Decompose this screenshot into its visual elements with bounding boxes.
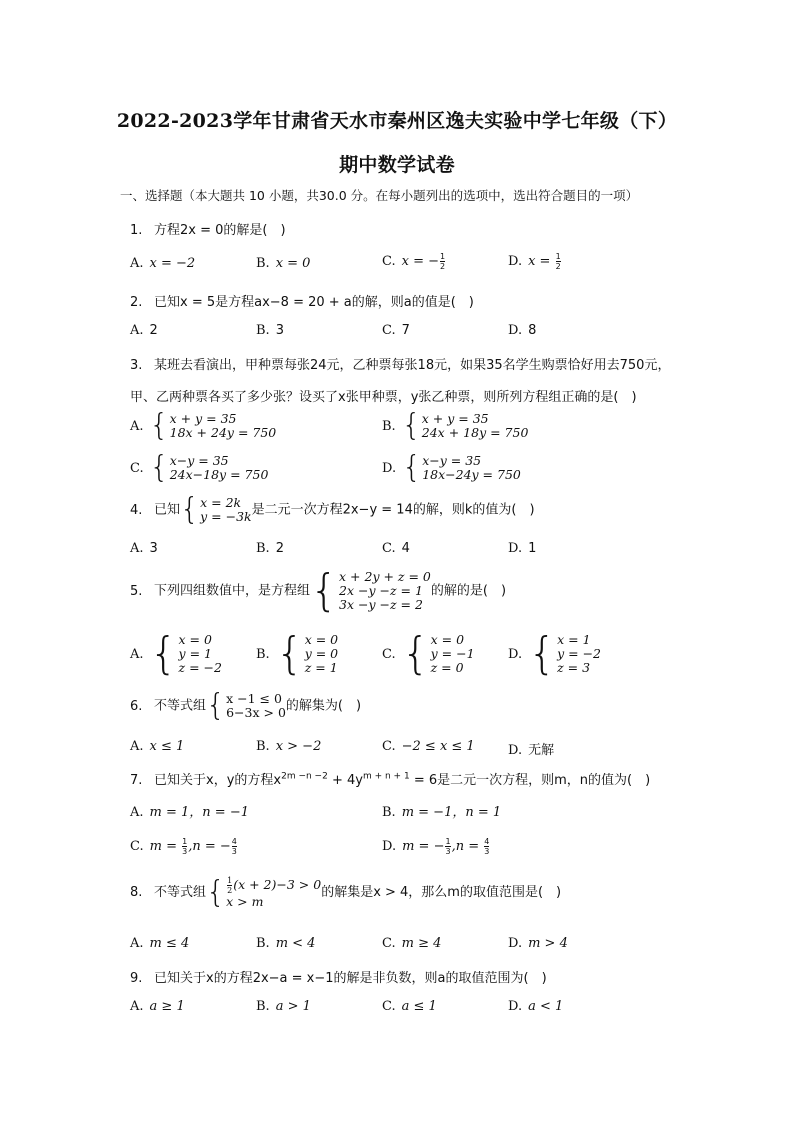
option-2a[interactable]: A. 2 bbox=[130, 323, 158, 338]
option-5b[interactable]: B. { x = 0 y = 0 z = 1 bbox=[256, 628, 339, 679]
option-8b[interactable]: B. m < 4 bbox=[256, 936, 316, 951]
question-9: 9. 已知关于x的方程2x−a = x−1的解是非负数，则a的取值范围为( ) bbox=[130, 971, 547, 986]
question-5: 5. 下列四组数值中，是方程组 { x + 2y + z = 0 2x −y −z = 1 3x −y −z = 2 的解的是( ) bbox=[130, 565, 507, 616]
option-7d[interactable]: D. m = − $\frac{1}{3}$ ,n = $\frac{4}{3}$ bbox=[382, 837, 490, 856]
option-5d[interactable]: D. { x = 1 y = −2 z = 3 bbox=[508, 628, 602, 679]
option-3a[interactable]: A. { x + y = 35 18x + 24y = 750 bbox=[130, 408, 277, 443]
option-4d[interactable]: D. 1 bbox=[508, 541, 537, 556]
option-6b[interactable]: B. x > −2 bbox=[256, 739, 322, 754]
option-3d[interactable]: D. { x−y = 35 18x−24y = 750 bbox=[382, 450, 521, 485]
question-4: 4. 已知 { x = 2k y = −3k 是二元一次方程2x−y = 14的解，则k的值为( ) bbox=[130, 492, 535, 527]
option-6a[interactable]: A. x ≤ 1 bbox=[130, 739, 185, 754]
equation-system: { x + 2y + z = 0 2x −y −z = 1 3x −y −z = 2 bbox=[310, 565, 431, 616]
option-1c[interactable]: C. x = − $\frac{1}{2}$ bbox=[382, 252, 446, 271]
question-2: 2. 已知x = 5是方程ax−8 = 20 + a的解，则a的值是( ) bbox=[130, 295, 474, 310]
question-stem: 已知关于x的方程2x−a = x−1的解是非负数，则a的取值范围为( ) bbox=[154, 971, 547, 986]
option-8c[interactable]: C. m ≥ 4 bbox=[382, 936, 442, 951]
question-stem: 已知x = 5是方程ax−8 = 20 + a的解，则a的值是( ) bbox=[154, 295, 474, 310]
option-3c[interactable]: C. { x−y = 35 24x−18y = 750 bbox=[130, 450, 269, 485]
question-7: 7. 已知关于x，y的方程$x^{2m -n -2} + 4y^{m + n + 1} = 6$是二元一次方程，则m，n的值为( ) bbox=[130, 771, 651, 788]
option-4c[interactable]: C. 4 bbox=[382, 541, 410, 556]
option-5a[interactable]: A. { x = 0 y = 1 z = −2 bbox=[130, 628, 222, 679]
option-9b[interactable]: B. a > 1 bbox=[256, 999, 311, 1014]
inequality-system: { x −1 ≤ 0 6−3x > 0 bbox=[206, 688, 286, 723]
option-3b[interactable]: B. { x + y = 35 24x + 18y = 750 bbox=[382, 408, 529, 443]
question-1: 1. 方程2x = 0的解是( ) bbox=[130, 223, 286, 238]
option-8d[interactable]: D. m > 4 bbox=[508, 936, 568, 951]
option-1b[interactable]: B. x = 0 bbox=[256, 256, 311, 271]
option-4b[interactable]: B. 2 bbox=[256, 541, 284, 556]
option-7a[interactable]: A. m = 1，n = −1 bbox=[130, 805, 249, 820]
question-6: 6. 不等式组 { x −1 ≤ 0 6−3x > 0 的解集为( ) bbox=[130, 688, 362, 723]
option-8a[interactable]: A. m ≤ 4 bbox=[130, 936, 190, 951]
option-7c[interactable]: C. m = $\frac{1}{3}$ ,n = − $\frac{4}{3}$ bbox=[130, 837, 237, 856]
question-3-line2: 甲、乙两种票各买了多少张？设买了x张甲种票，y张乙种票，则所列方程组正确的是( ) bbox=[130, 390, 637, 405]
option-5c[interactable]: C. { x = 0 y = −1 z = 0 bbox=[382, 628, 475, 679]
option-6c[interactable]: C. −2 ≤ x ≤ 1 bbox=[382, 739, 475, 754]
option-9a[interactable]: A. a ≥ 1 bbox=[130, 999, 185, 1014]
question-3: 3. 某班去看演出，甲种票每张24元，乙种票每张18元，如果35名学生购票恰好用去750元， bbox=[130, 358, 671, 373]
option-9c[interactable]: C. a ≤ 1 bbox=[382, 999, 437, 1014]
option-1d[interactable]: D. x = $\frac{1}{2}$ bbox=[508, 252, 561, 271]
option-4a[interactable]: A. 3 bbox=[130, 541, 158, 556]
option-9d[interactable]: D. a < 1 bbox=[508, 999, 564, 1014]
option-2d[interactable]: D. 8 bbox=[508, 323, 537, 338]
exam-title-line1: 2022-2023学年甘肃省天水市秦州区逸夫实验中学七年级（下） bbox=[116, 110, 678, 132]
question-stem: 方程2x = 0的解是( ) bbox=[154, 223, 286, 238]
exam-title-line2: 期中数学试卷 bbox=[339, 154, 455, 176]
option-2c[interactable]: C. 7 bbox=[382, 323, 410, 338]
option-7b[interactable]: B. m = −1，n = 1 bbox=[382, 805, 502, 820]
section-heading: 一、选择题（本大题共 10 小题，共30.0 分。在每小题列出的选项中，选出符合题目的一项） bbox=[120, 188, 639, 203]
equation-system: { x = 2k y = −3k bbox=[180, 492, 252, 527]
question-stem: 某班去看演出，甲种票每张24元，乙种票每张18元，如果35名学生购票恰好用去750元， bbox=[154, 358, 671, 373]
inequality-system: { $\frac{1}{2}$ (x + 2)−3 > 0 x > m bbox=[206, 874, 322, 910]
option-2b[interactable]: B. 3 bbox=[256, 323, 284, 338]
option-6d[interactable]: D. 无解 bbox=[508, 743, 555, 758]
option-1a[interactable]: A. x = −2 bbox=[130, 256, 196, 271]
question-8: 8. 不等式组 { $\frac{1}{2}$ (x + 2)−3 > 0 x > m 的解集是x > 4，那么m的取值范围是( ) bbox=[130, 874, 562, 910]
